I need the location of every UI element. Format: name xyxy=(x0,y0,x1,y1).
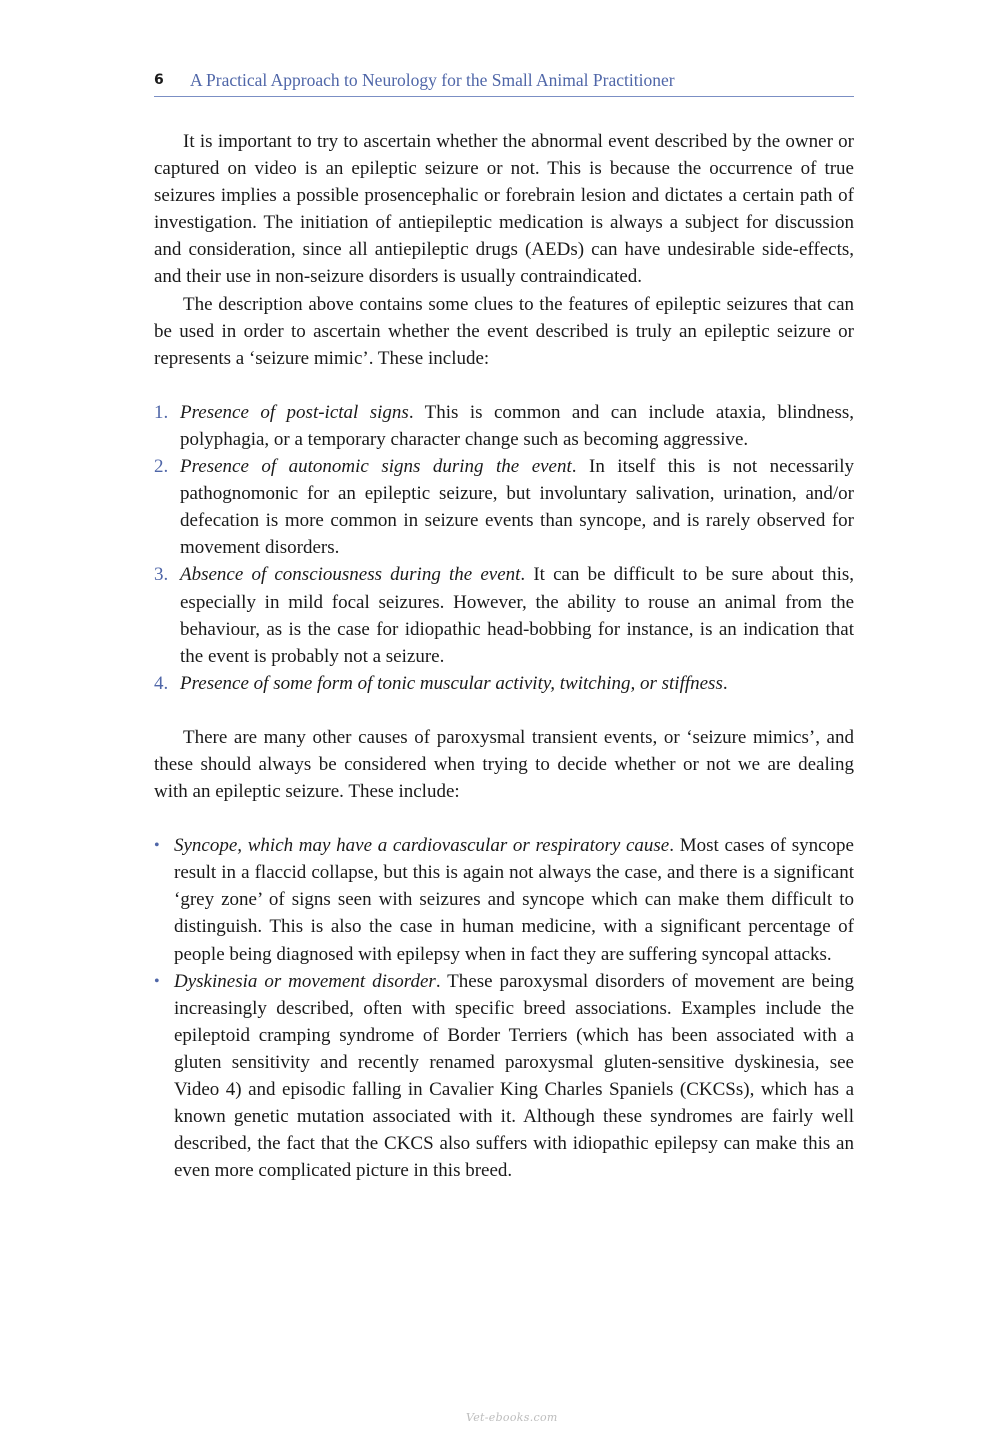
running-header xyxy=(154,70,854,97)
list-item xyxy=(154,968,854,1185)
bullet-icon: • xyxy=(154,972,160,990)
body-text xyxy=(154,128,854,1184)
list-item-text: . It can be difficult to be sure about this, especially in mild focal seizures. However, the ability to rouse an animal from the behaviour, as is the case for idiopathic head-bobbing for instance, is an indication that the event is probably not a seizure. xyxy=(180,564,855,667)
list-item-lead: Dyskinesia or movement disorder xyxy=(174,970,436,992)
list-item xyxy=(154,453,854,561)
list-item xyxy=(154,670,854,697)
list-marker: 2. xyxy=(154,456,169,478)
list-item xyxy=(154,399,854,453)
list-item xyxy=(154,832,854,967)
list-item-text: . In itself this is not necessarily pathognomonic for an epileptic seizure, but involuntary salivation, urination, and/or defecation is more common in seizure events than syncope, and is rarely observed for movement disorders. xyxy=(180,456,854,559)
list-item-text: . This is common and can include ataxia, blindness, polyphagia, or a temporary character change such as becoming aggressive. xyxy=(180,401,854,450)
list-item xyxy=(154,561,854,669)
list-marker: 3. xyxy=(154,564,169,586)
list-item-text: . Most cases of syncope result in a flaccid collapse, but this is again not always the case, and there is a significant ‘grey zone’ of signs seen with seizures and syncope which can make them difficult to distinguish. This is also the case in human medicine, with a significant percentage of people being diagnosed with epilepsy when in fact they are suffering syncopal attacks. xyxy=(174,835,854,965)
list-item-lead: Presence of autonomic signs during the event xyxy=(180,456,572,478)
running-title: A Practical Approach to Neurology for the Small Animal Practitioner xyxy=(190,70,675,90)
list-item-lead: Absence of consciousness during the event xyxy=(180,564,521,586)
paragraph-3: There are many other causes of paroxysmal transient events, or ‘seizure mimics’, and these should always be considered when trying to decide whether or not we are dealing with an epileptic seizure. These include: xyxy=(154,726,854,803)
list-item-lead: Syncope, which may have a cardiovascular or respiratory cause xyxy=(174,835,670,857)
list-item-text: . These paroxysmal disorders of movement are being increasingly described, often with specific breed associations. Examples include the epileptoid cramping syndrome of Border Terriers (which has been associated with a gluten sensitivity and recently renamed paroxysmal gluten-sensitive dyskinesia, see Video 4) and episodic falling in Cavalier King Charles Spaniels (CKCSs), which has a known genetic mutation associated with it. Although these syndromes are fairly well described, the fact that the CKCS also suffers with idiopathic epilepsy can make this an even more complicated picture in this breed. xyxy=(174,970,854,1182)
seizure-features-list xyxy=(154,399,854,697)
paragraph-2: The description above contains some clues to the features of epileptic seizures that can be used in order to ascertain whether the event described is truly an epileptic seizure or represents a ‘seizure mimic’. These include: xyxy=(154,293,854,369)
watermark: Vet-ebooks.com xyxy=(466,1411,558,1424)
seizure-mimics-list xyxy=(154,832,854,1184)
list-marker: 4. xyxy=(154,672,169,694)
page-number: 6 xyxy=(154,72,164,88)
paragraph-1: It is important to try to ascertain whether the abnormal event described by the owner or captured on video is an epileptic seizure or not. This is because the occurrence of true seizures implies a possible prosencephalic or forebrain lesion and dictates a certain path of investigation. The initiation of antiepileptic medication is always a subject for discussion and consideration, since all antiepileptic drugs (AEDs) can have undesirable side-effects, and their use in non-seizure disorders is usually contraindicated. xyxy=(154,131,854,288)
bullet-icon: • xyxy=(154,837,160,855)
list-item-text: . xyxy=(722,672,728,694)
list-item-lead: Presence of post-ictal signs xyxy=(180,401,409,423)
list-item-lead: Presence of some form of tonic muscular activity, twitching, or stiffness xyxy=(180,672,723,694)
list-marker: 1. xyxy=(154,401,169,423)
